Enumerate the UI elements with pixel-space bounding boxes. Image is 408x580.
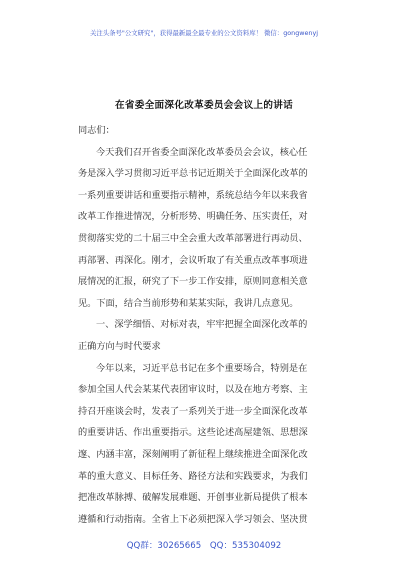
paragraph-line: 持召开座谈会时，发表了一系列关于进一步全面深化改革 xyxy=(78,405,308,417)
paragraph-line: 展情况的汇报，研究了下一步工作安排，原则同意相关意 xyxy=(78,276,308,288)
salutation: 同志们： xyxy=(78,125,115,136)
paragraph-line: 今年以来，习近平总书记在多个重要场合，特别是在 xyxy=(96,362,308,374)
footer-qq-group: QQ群：30265665 xyxy=(126,541,202,551)
paragraph-line: 的重要讲话、作出重要指示。这些论述高屋建瓴、思想深 xyxy=(78,427,308,439)
section-heading-line: 正确方向与时代要求 xyxy=(78,340,161,352)
paragraph-line: 见。下面，结合当前形势和某某实际，我讲几点意见。 xyxy=(78,297,299,309)
paragraph-line: 邃、内涵丰富，深刻阐明了新征程上继续推进全面深化改 xyxy=(78,448,308,460)
paragraph-line: 改革工作推进情况，分析形势、明确任务、压实责任，对 xyxy=(78,211,308,223)
header-promo-note: 关注头条号"公文研究"，获得最新最全最专业的公文资料库！ 微信：gongwenyj xyxy=(89,29,319,37)
paragraph-line: 遵循和行动指南。全省上下必须把深入学习领会、坚决贯 xyxy=(78,513,308,525)
paragraph-line: 再部署、再深化。刚才，会议听取了有关重点改革事项进 xyxy=(78,254,308,266)
paragraph-line: 务是深入学习贯彻习近平总书记近期关于全面深化改革的 xyxy=(78,168,308,180)
footer-contact xyxy=(0,539,408,551)
document-body xyxy=(78,120,340,530)
paragraph-line: 一系列重要讲话和重要指示精神，系统总结今年以来我省 xyxy=(78,189,308,201)
paragraph-line: 革的重大意义、目标任务、路径方法和实践要求，为我们 xyxy=(78,470,308,482)
document-title: 在省委全面深化改革委员会会议上的讲话 xyxy=(114,100,294,111)
paragraph-line: 贯彻落实党的二十届三中全会重大改革部署进行再动员、 xyxy=(78,232,308,244)
paragraph-line: 把准改革脉搏、破解发展难题、开创事业新局提供了根本 xyxy=(78,492,308,504)
section-heading-line: 一、深学细悟、对标对表，牢牢把握全面深化改革的 xyxy=(96,319,308,331)
footer-qq-number: QQ：535304092 xyxy=(209,541,282,551)
paragraph-line: 参加全国人代会某某代表团审议时，以及在地方考察、主 xyxy=(78,384,308,396)
paragraph-line: 今天我们召开省委全面深化改革委员会会议，核心任 xyxy=(96,146,308,158)
